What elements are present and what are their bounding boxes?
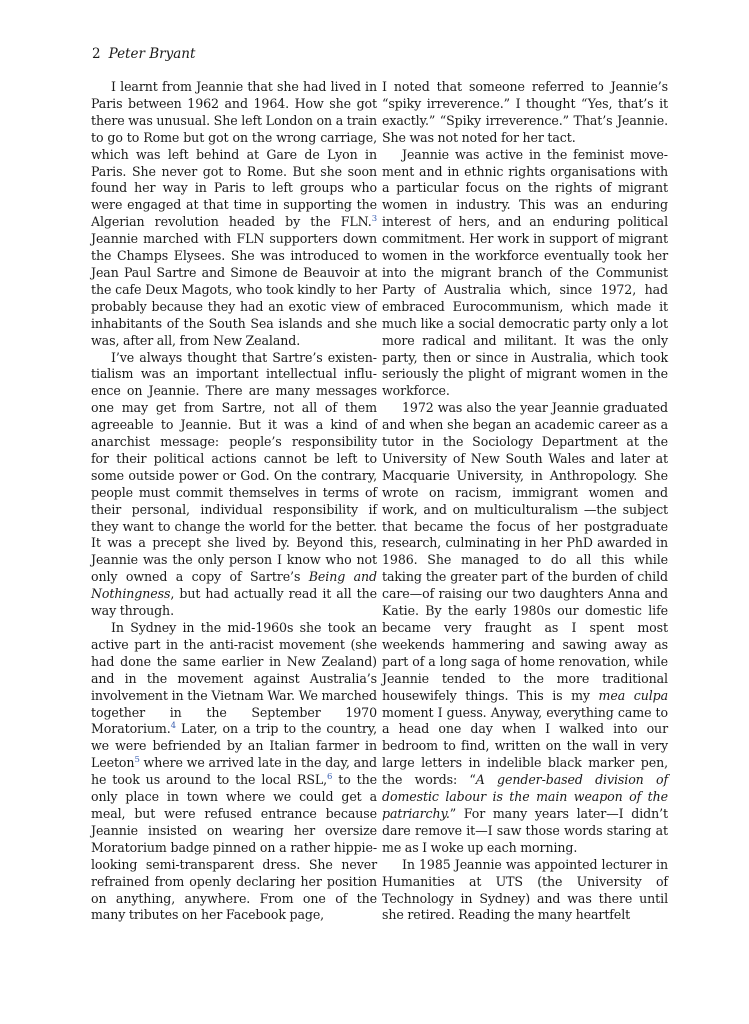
paragraph-text: , but had actually read it all the way through. [91,586,377,619]
paragraph [382,857,668,925]
paragraph-text: ” For many years later—I didn’t dare remove it—I saw those words staring at me as I woke up each morning. [382,805,668,855]
paragraph-text: Later, on a trip to the country, we were befriended by an Italian farmer in Leeton [91,721,377,771]
footnote-marker[interactable]: 3 [371,214,377,225]
paragraph-text: to the only place in town where we could get a meal, but were refused entrance because Jeannie insisted on wearing her oversize Moratorium badge pinned on a rather hippie-looking semi-transparent dress. She never refrained from openly declaring her position on anything, anywhere. From one of the many tributes on her Facebook page, [91,772,377,923]
paragraph [382,147,668,401]
paragraph-text: In Sydney in the mid-1960s she took an active part in the anti-racist movement (she had done the same earlier in New Zealand) and in the movement against Australia’s involvement in the Vietnam War. We marched together in the September 1970 Moratorium. [91,620,377,737]
page-number: 2 [92,46,101,62]
footnote-marker[interactable]: 6 [327,771,333,782]
footnote-marker[interactable]: 5 [134,755,140,766]
paragraph [382,400,668,856]
paragraph-text: where we arrived late in the day, and he took us around to the local RSL, [91,755,377,788]
paragraph [91,620,377,924]
right-column [382,79,668,924]
paragraph-text: Jeannie marched with FLN supporters down the Champs Elysees. She was introduced to Jean Paul Sartre and Simone de Beauvoir at the cafe Deux Magots, who took kindly to her probably because they had an exotic view of inhabitants of the South Sea islands and she was, after all, from New Zealand. [91,231,377,348]
left-column [91,79,377,924]
paragraph-text: I’ve always thought that Sartre’s existentialism was an important intellectual influence on Jeannie. There are many messages one may get from Sartre, not all of them agreeable to Jeannie. But it was a kind of anarchist message: people’s responsibility for their political actions cannot be left to some outside power or God. On the contrary, people must commit themselves in terms of their personal, individual responsibility if they want to change the world for the better. It was a precept she lived by. Beyond this, Jeannie was the only person I know who not only owned a copy of Sartre’s [91,349,377,585]
paragraph [91,350,377,621]
quotation: A gender-based division of domestic labour is the main weapon of the patriarchy. [382,772,668,821]
author-name: Peter Bryant [108,46,196,62]
paragraph-text: 1972 was also the year Jeannie graduated and when she began an academic career as a tutor in the Sociology Department at the University of New South Wales and later at Macquarie University, in Anthropology. She wrote on racism, immigrant women and work, and on multiculturalism —the subject that became the focus of her postgraduate research, culminating in her PhD awarded in 1986. She managed to do all this while taking the greater part of the burden of child care—of raising our two daughters Anna and Katie. By the early 1980s our domestic life became very fraught as I spent most weekends hammering and sawing away as part of a long saga of home renovation, while Jeannie tended to the more traditional housewifely things. This is my [382,400,668,703]
paragraph-text: In 1985 Jeannie was appointed lecturer in Humanities at UTS (the University of Technology in Sydney) and was there until she retired. Reading the many heartfelt [382,856,668,923]
paragraph-text: I learnt from Jeannie that she had lived in Paris between 1962 and 1964. How she got there was unusual. She left London on a train to go to Rome but got on the wrong carriage, which was left behind at Gare de Lyon in Paris. She never got to Rome. But she soon found her way in Paris to left groups who were engaged at that time in supporting the Algerian revolution headed by the FLN. [91,79,377,230]
italic-phrase: mea culpa [598,687,669,703]
paragraph [91,79,377,350]
footnote-marker[interactable]: 4 [170,721,176,732]
running-header [92,46,195,62]
book-title: Being and Nothingness [91,569,377,602]
paragraph-text: Jeannie was active in the feminist movement and in ethnic rights organisations with a particular focus on the rights of migrant women in industry. This was an enduring interest of hers, and an enduring political commitment. Her work in support of migrant women in the workforce eventually took her into the migrant branch of the Communist Party of Australia which, since 1972, had embraced Eurocommunism, which made it much like a social democratic party only a lot more radical and militant. It was the only party, then or since in Australia, which took seriously the plight of migrant women in the workforce. [382,146,668,399]
paragraph [382,79,668,147]
paragraph-text: I noted that someone referred to Jeannie’s “spiky irreverence.” I thought “Yes, that’s it exactly.” “Spiky irreverence.” That’s Jeannie. She was not noted for her tact. [382,79,668,145]
paragraph-text: moment I guess. Anyway, everything came to a head one day when I walked into our bedroom to find, written on the wall in very large letters in indelible black marker pen, the words: “ [382,704,668,788]
